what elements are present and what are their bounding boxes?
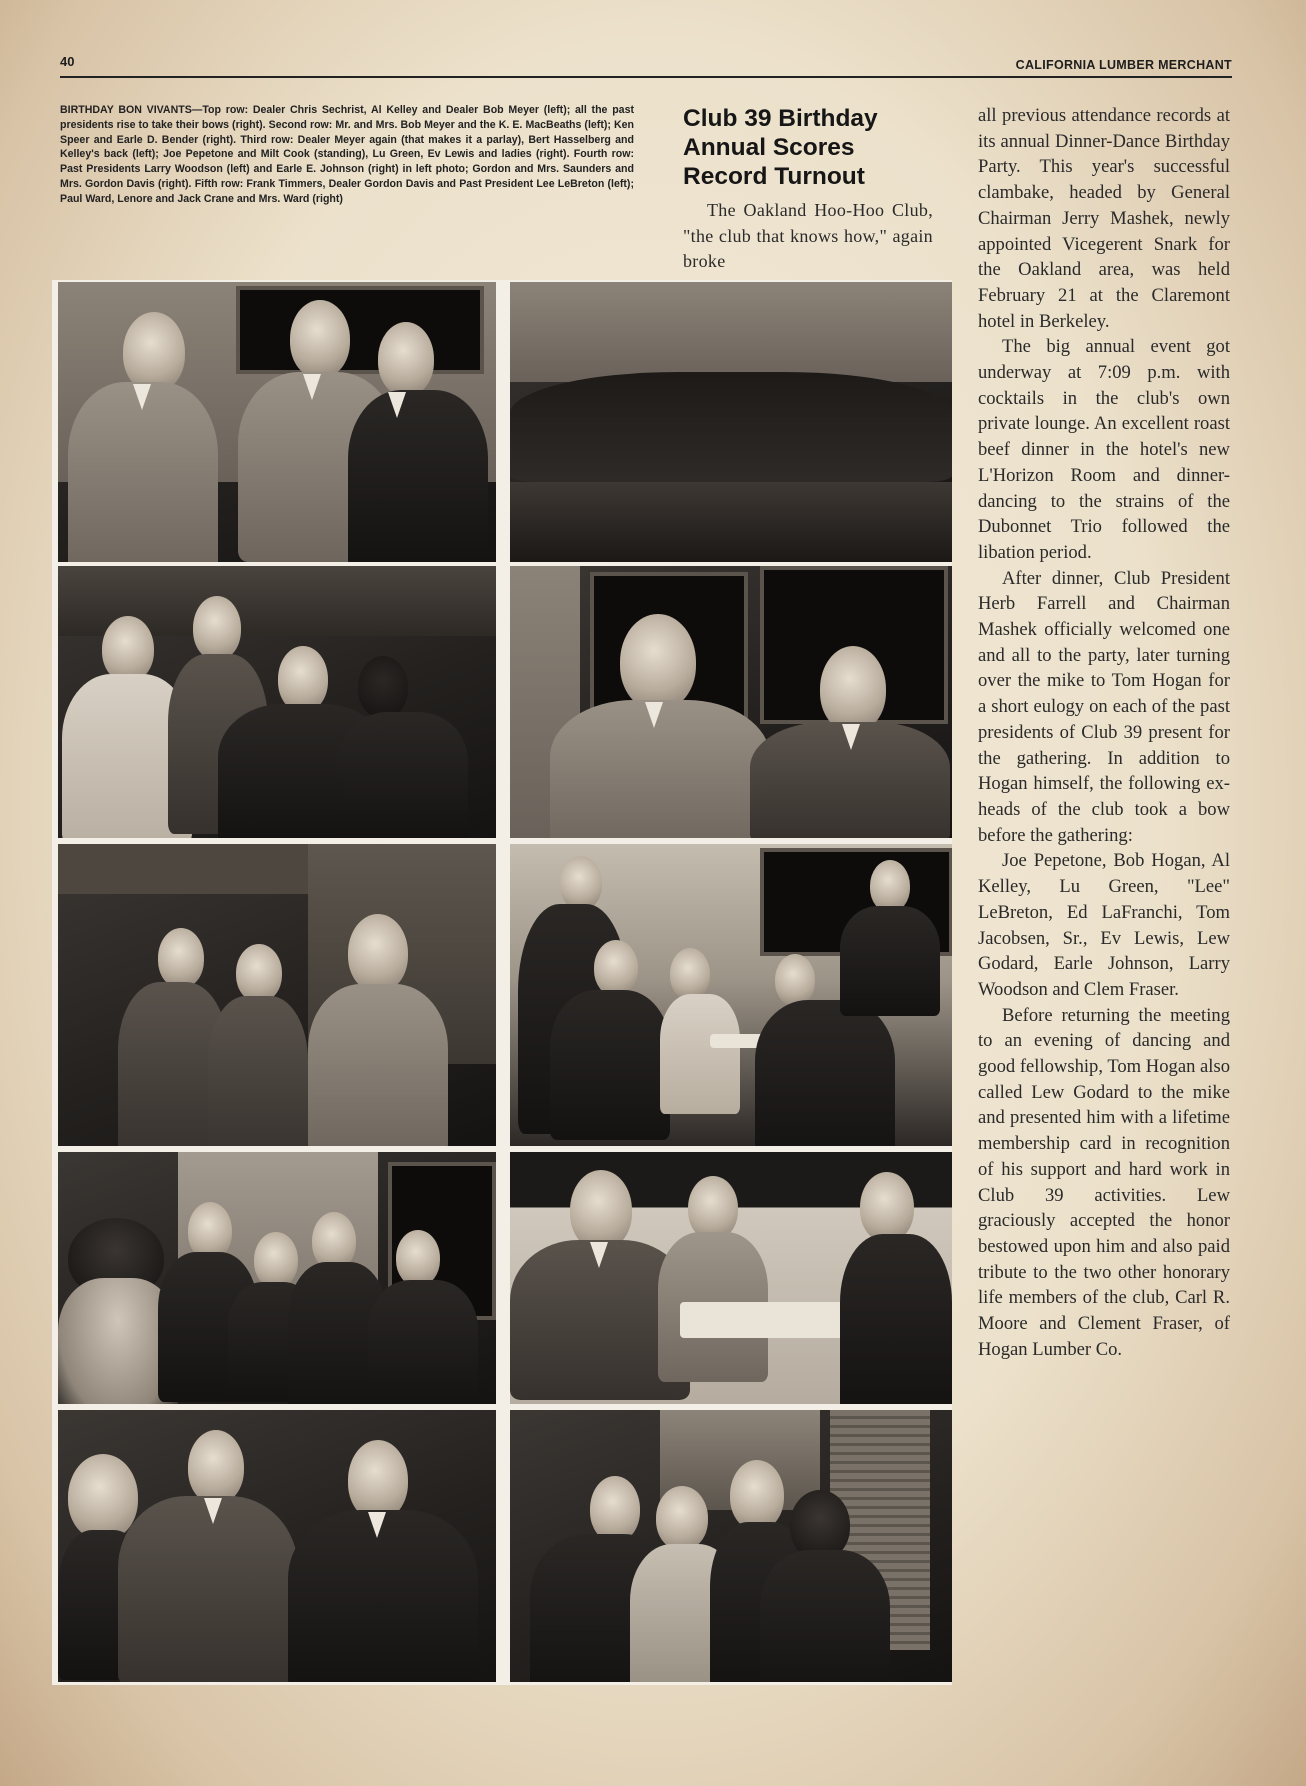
- page-number: 40: [60, 54, 75, 69]
- article-paragraph: Before returning the meeting to an evening of dancing and good fellowship, Tom Hogan also called Lew Godard to the mike and presented him with a lifetime membership card in recognition of his support and hard work in Club 39 activities. Lew graciously accepted the honor bestowed upon him and also paid tribute to the two other honorary life members of the club, Carl R. Moore and Clement Fraser, of Hogan Lumber Co.: [978, 1004, 1230, 1360]
- party-photo: [58, 282, 496, 562]
- article-paragraph: The big annual event got underway at 7:09 p.m. with cocktails in the club's own private lounge. An excellent roast beef dinner in the hotel's new L'Horizon Room and dinner-dancing to the strains of the Dubonnet Trio followed the libation period.: [978, 336, 1230, 563]
- party-photo: [58, 1410, 496, 1682]
- party-photo: [58, 1152, 496, 1404]
- article-paragraph: After dinner, Club President Herb Farrell and Chairman Mashek officially welcomed one and all to the party, later turning over the mike to Tom Hogan for a short eulogy on each of the past presidents of Club 39 present for the gathering. In addition to Hogan himself, the following ex-heads of the club took a bow before the gathering:: [978, 567, 1230, 846]
- article-intro: The Oakland Hoo-Hoo Club, "the club that knows how," again broke: [683, 200, 933, 272]
- party-photo: [58, 844, 496, 1146]
- party-photo: [510, 282, 952, 562]
- party-photo: [510, 566, 952, 838]
- party-photo: [510, 1410, 952, 1682]
- page-header: [60, 54, 1232, 76]
- article-headline: Club 39 Birthday Annual Scores Record Turnout: [683, 105, 878, 190]
- article-body: [978, 103, 1230, 1362]
- photo-grid: [52, 280, 952, 1685]
- article-paragraph: all previous attendance records at its annual Dinner-Dance Birthday Party. This year's successful clambake, headed by General Chairman Jerry Mashek, newly appointed Vicegerent Snark for the Oakland area, was held February 21 at the Claremont hotel in Berkeley.: [978, 105, 1230, 332]
- article-paragraph: Joe Pepetone, Bob Hogan, Al Kelley, Lu Green, "Lee" LeBreton, Ed LaFranchi, Tom Jacobsen, Sr., Ev Lewis, Lew Godard, Earle Johnson, Larry Woodson and Clem Fraser.: [978, 850, 1230, 1000]
- party-photo: [510, 1152, 952, 1404]
- publication-title: CALIFORNIA LUMBER MERCHANT: [1015, 58, 1232, 72]
- party-photo: [58, 566, 496, 838]
- party-photo: [510, 844, 952, 1146]
- header-rule: [60, 76, 1232, 78]
- photo-caption: BIRTHDAY BON VIVANTS—Top row: Dealer Chris Sechrist, Al Kelley and Dealer Bob Meyer (left); all the past presidents rise to take their bows (right). Second row: Mr. and Mrs. Bob Meyer and the K. E. MacBeaths (left); Ken Speer and Earle D. Bender (right). Third row: Dealer Meyer again (that makes it a parlay), Bert Hasselberg and Kelley's back (left); Joe Pepetone and Milt Cook (standing), Lu Green, Ev Lewis and ladies (right). Fourth row: Past Presidents Larry Woodson (left) and Earle E. Johnson (right) in left photo; Gordon and Mrs. Saunders and Mrs. Gordon Davis (right). Fifth row: Frank Timmers, Dealer Gordon Davis and Past President Lee LeBreton (left); Paul Ward, Lenore and Jack Crane and Mrs. Ward (right): [60, 104, 634, 205]
